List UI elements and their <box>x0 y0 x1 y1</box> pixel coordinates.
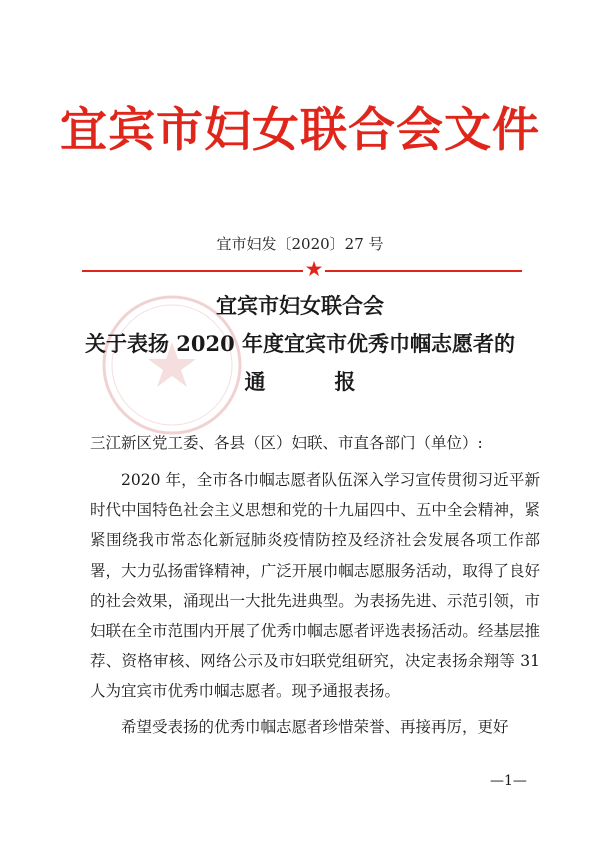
red-divider-right <box>325 270 522 272</box>
red-star-icon: ★ <box>304 257 324 281</box>
notice-subject: 关于表扬 2020 年度宜宾市优秀巾帼志愿者的 <box>84 331 516 356</box>
red-divider-left <box>82 270 303 272</box>
body-paragraph: 希望受表扬的优秀巾帼志愿者珍惜荣誉、再接再厉，更好 <box>121 718 509 736</box>
notice-issuer: 宜宾市妇女联合会 <box>216 293 384 318</box>
page-number: —1— <box>490 773 527 789</box>
document-number: 宜市妇发〔2020〕27 号 <box>216 235 384 253</box>
document-header-title: 宜宾市妇女联合会文件 <box>60 103 540 158</box>
salutation: 三江新区党工委、各县（区）妇联、市直各部门（单位）: <box>90 434 483 452</box>
notice-type: 通 报 <box>244 369 380 394</box>
body-paragraph: 2020 年，全市各巾帼志愿者队伍深入学习宣传贯彻习近平新时代中国特色社会主义思想和党的十九届四中、五中全会精神，紧紧围绕我市常态化新冠肺炎疫情防控及经济社会发展各项工作部署，大力弘扬雷锋精神，广泛开展巾帼志愿服务活动，取得了良好的社会效果，涌现出一大批先进典型。为表扬先进、示范引领，市妇联在全市范围内开展了优秀巾帼志愿者评选表扬活动。经基层推荐、资格审核、网络公示及市妇联党组研究，决定表扬余翔等 31 人为宜宾市优秀巾帼志愿者。现予通报表扬。 <box>90 471 540 701</box>
